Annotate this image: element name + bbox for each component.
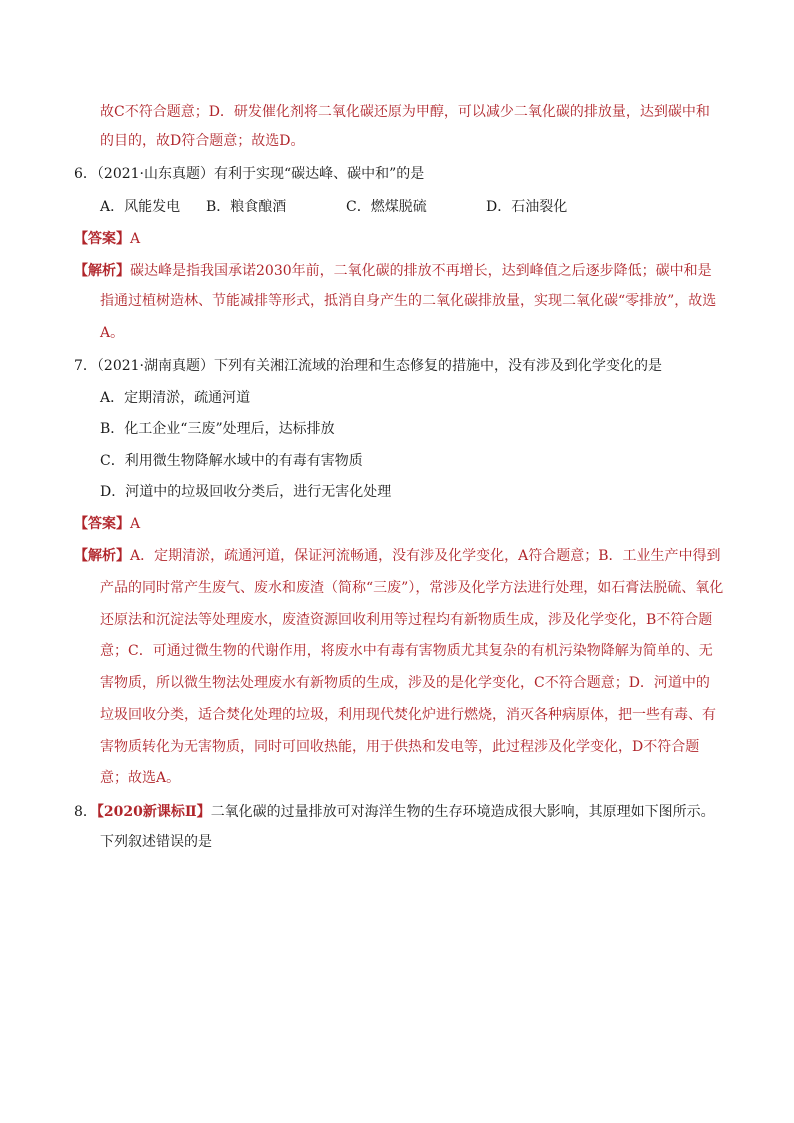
q8-number: 8． (74, 804, 97, 820)
q7-analysis-line-4: 意；C．可通过微生物的代谢作用，将废水中有毒有害物质尤其复杂的有机污染物降解为简单的、无 (100, 643, 713, 659)
q6-analysis-text: 碳达峰是指我国承诺2030年前，二氧化碳的排放不再增长，达到峰值之后逐步降低；碳中和是 (130, 263, 712, 279)
q7-analysis-line-7: 害物质转化为无害物质，同时可回收热能，用于供热和发电等，此过程涉及化学变化，D不符合题 (100, 739, 700, 755)
q6-option-a: A．风能发电 (100, 199, 181, 215)
q6-answer (74, 229, 140, 249)
q6-analysis-line-2: 指通过植树造林、节能减排等形式，抵消自身产生的二氧化碳排放量，实现二氧化碳“零排放”，故选 (100, 293, 717, 309)
q7-analysis-line-6: 垃圾回收分类，适合焚化处理的垃圾，利用现代焚化炉进行燃烧，消灭各种病原体，把一些有毒、有 (100, 707, 716, 723)
q6-answer-tag: 【答案】 (74, 231, 130, 247)
q6-stem: 6．（2021·山东真题）有利于实现“碳达峰、碳中和”的是 (74, 166, 425, 182)
q8-source-tag: 【2020新课标Ⅱ】 (96, 804, 211, 820)
prev-analysis-line-2: 的目的，故D符合题意；故选D。 (100, 133, 305, 149)
q7-stem: 7．（2021·湖南真题）下列有关湘江流域的治理和生态修复的措施中，没有涉及到化学变化的是 (74, 358, 662, 374)
q6-option-d: D．石油裂化 (486, 199, 568, 215)
q7-answer (74, 514, 140, 534)
q7-answer-tag: 【答案】 (74, 516, 130, 532)
q7-option-d: D．河道中的垃圾回收分类后，进行无害化处理 (100, 484, 392, 500)
q7-analysis-line-3: 还原法和沉淀法等处理废水，废渣资源回收利用等过程均有新物质生成，涉及化学变化，B不符合题 (100, 612, 713, 628)
q6-answer-value: A (130, 231, 141, 247)
q8-stem-line-2: 下列叙述错误的是 (100, 834, 212, 850)
q6-option-c: C．燃煤脱硫 (346, 199, 427, 215)
q7-option-a: A．定期清淤，疏通河道 (100, 390, 251, 406)
q6-options (100, 197, 567, 217)
q6-option-b: B．粮食酿酒 (206, 199, 287, 215)
q6-analysis-line-3: A。 (100, 325, 125, 341)
q7-option-b: B．化工企业“三废”处理后，达标排放 (100, 421, 335, 437)
q7-analysis-line-8: 意；故选A。 (100, 770, 181, 786)
q7-analysis-tag: 【解析】 (74, 548, 130, 564)
q7-option-c: C．利用微生物降解水域中的有毒有害物质 (100, 453, 363, 469)
q7-analysis-line-2: 产品的同时常产生废气、废水和废渣（简称“三废”），常涉及化学方法进行处理，如石膏法脱硫、氧化 (100, 580, 724, 596)
q7-answer-value: A (130, 516, 141, 532)
q6-analysis-line-1 (74, 261, 712, 281)
q7-analysis-text: A．定期清淤，疏通河道，保证河流畅通，没有涉及化学变化，A符合题意；B．工业生产中得到 (130, 548, 721, 564)
q6-analysis-tag: 【解析】 (74, 263, 130, 279)
q7-analysis-line-5: 害物质，所以微生物法处理废水有新物质的生成，涉及的是化学变化，C不符合题意；D．河道中的 (100, 675, 710, 691)
q8-stem-line-1 (74, 802, 715, 822)
q8-stem-text: 二氧化碳的过量排放可对海洋生物的生存环境造成很大影响，其原理如下图所示。 (210, 804, 715, 820)
prev-analysis-line-1: 故C不符合题意；D．研发催化剂将二氧化碳还原为甲醇，可以减少二氧化碳的排放量，达到碳中和 (100, 104, 710, 120)
q7-analysis-line-1 (74, 546, 721, 566)
